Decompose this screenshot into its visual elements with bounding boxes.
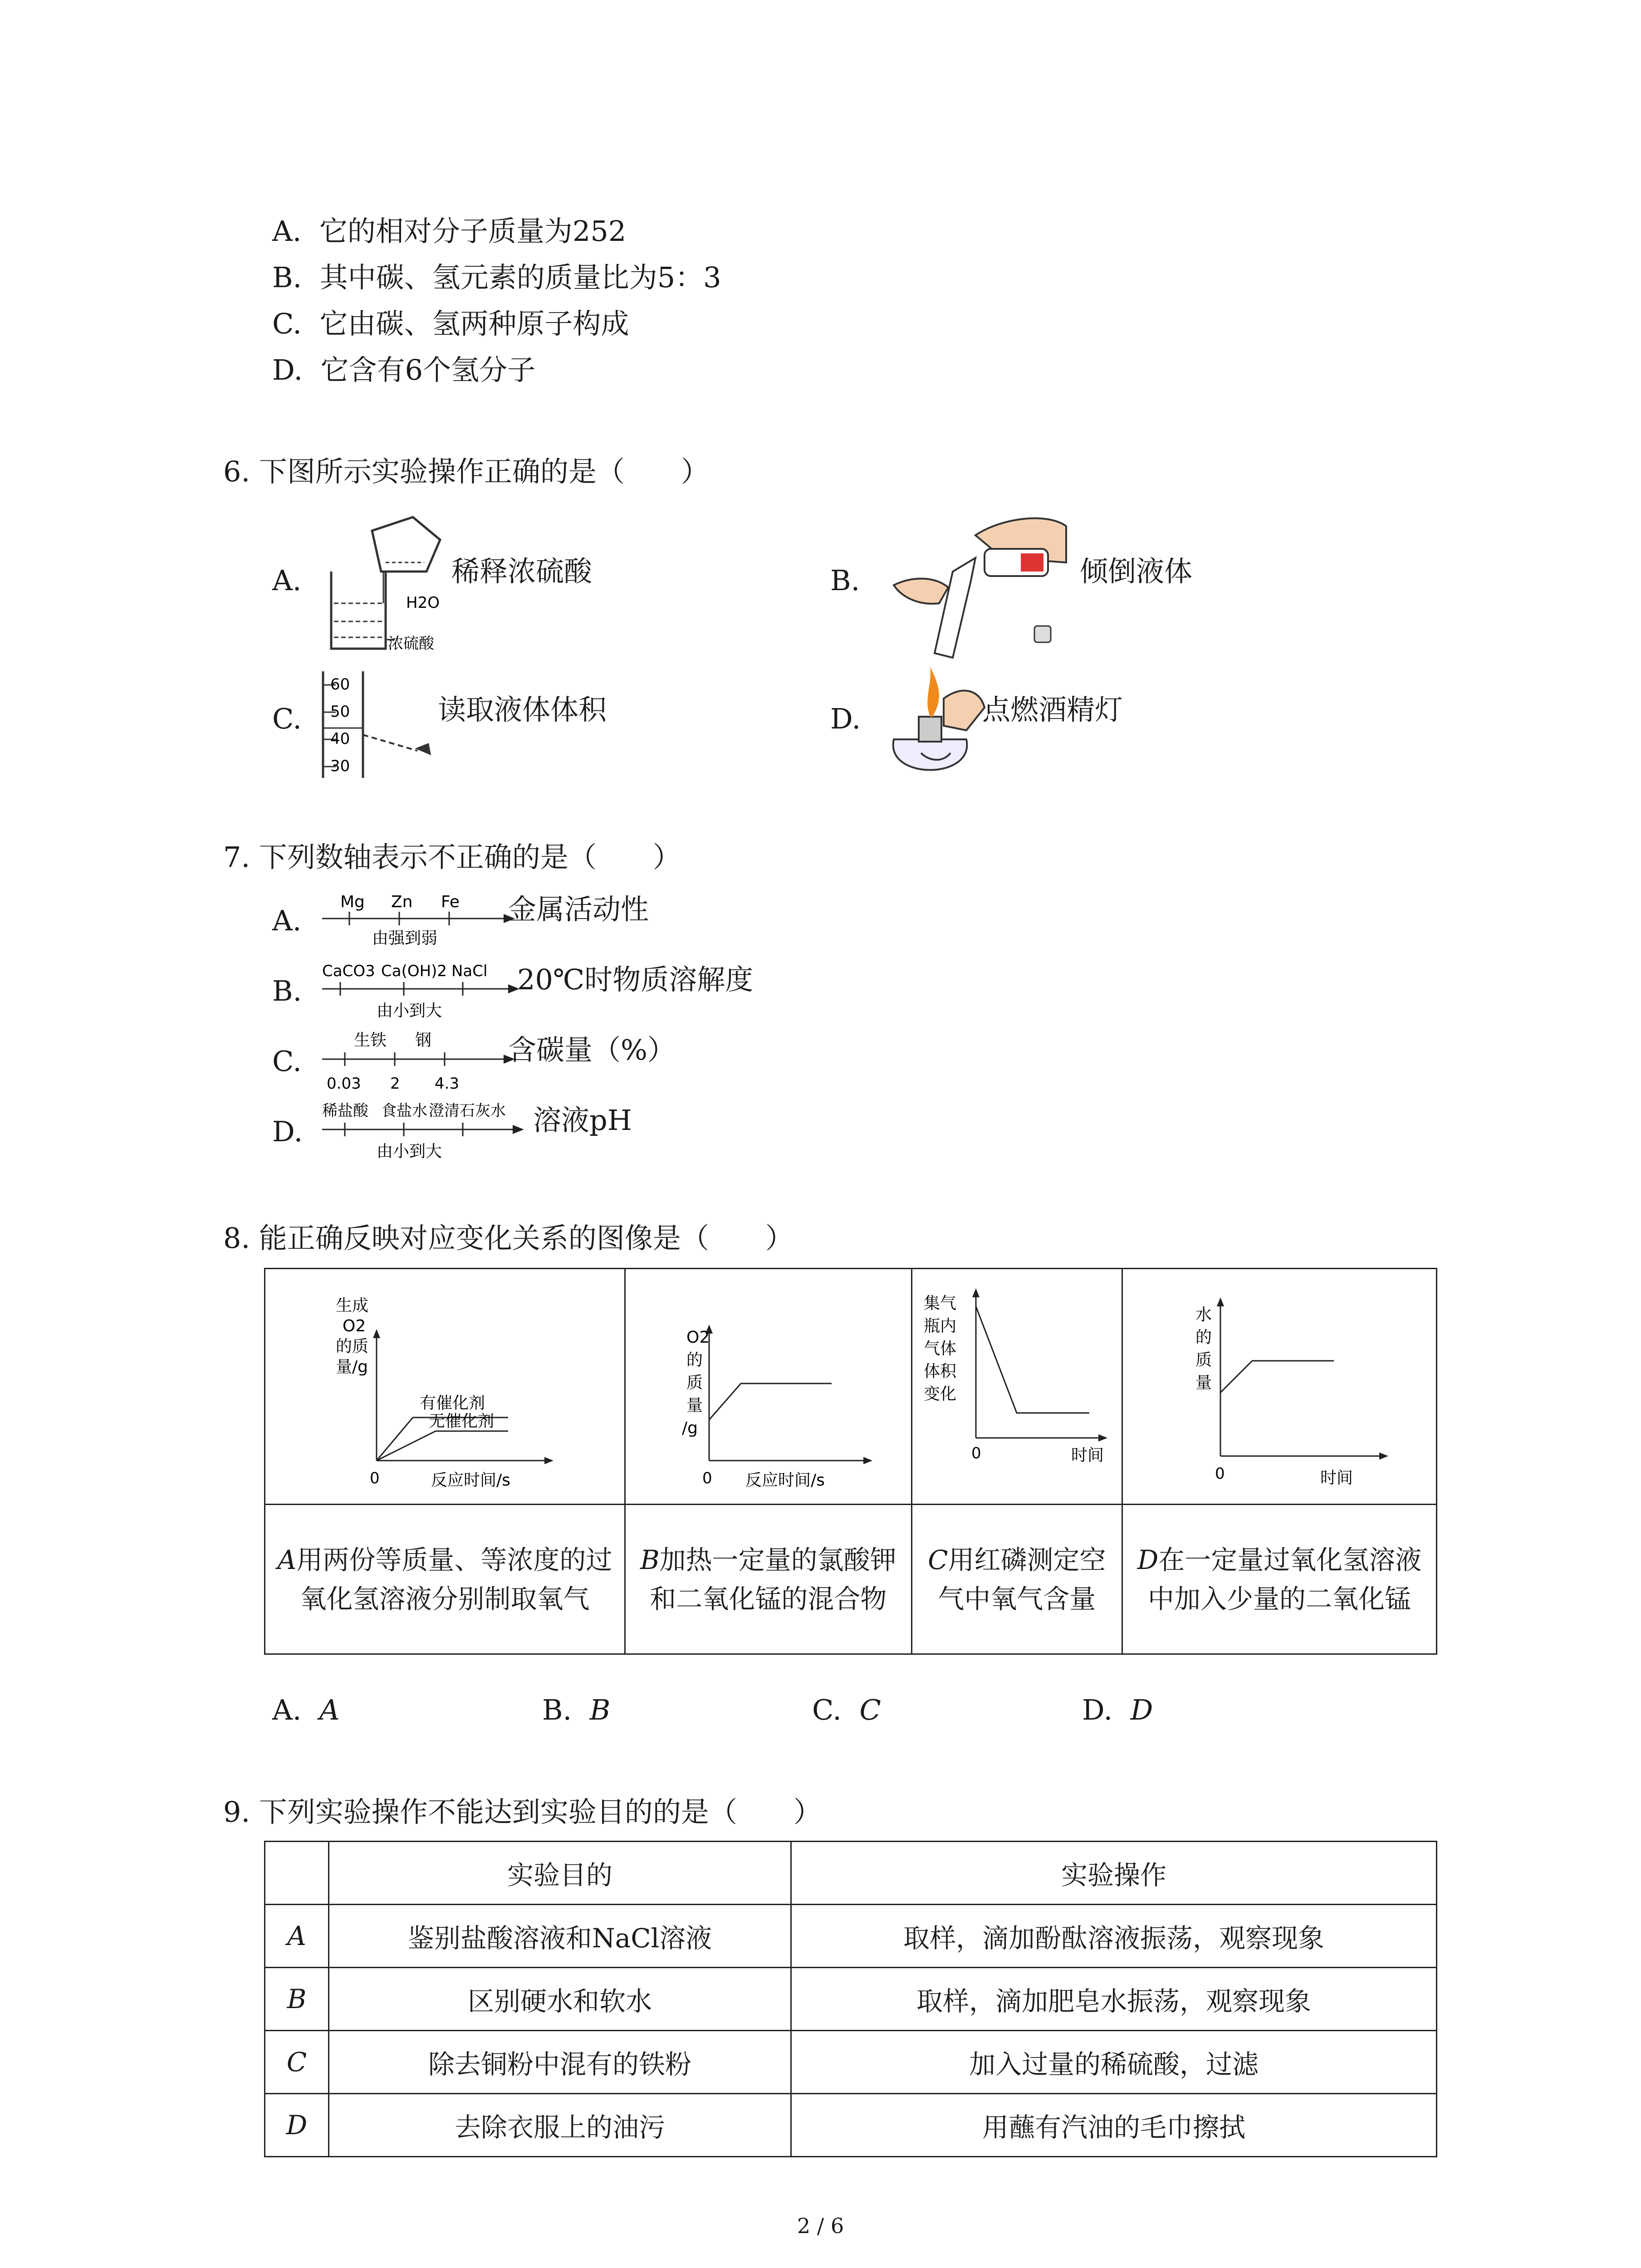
q6-option-b-letter: B.: [830, 564, 860, 597]
q8a-x: 反应时间/s: [431, 1471, 511, 1490]
q8d-origin: 0: [1215, 1464, 1225, 1483]
q8-graph-d-svg: [1152, 1279, 1406, 1492]
table-row: [265, 2094, 1437, 2157]
q9-row-purpose: 去除衣服上的油污: [329, 2094, 791, 2157]
q8a-legend1: 无催化剂: [429, 1412, 495, 1431]
q7a-fe: Fe: [441, 893, 460, 911]
q7c-steel: 钢: [415, 1031, 432, 1050]
q9-row-operation: 用蘸有汽油的毛巾擦拭: [791, 2094, 1437, 2157]
q7-axis-a: [313, 889, 517, 953]
q8a-origin: 0: [370, 1469, 380, 1487]
q7d-limewater: 澄清石灰水: [429, 1102, 506, 1120]
q7a-mg: Mg: [340, 893, 365, 911]
q6-stem: 6. 下图所示实验操作正确的是（ ）: [223, 455, 709, 488]
q6-option-c-letter: C.: [272, 702, 302, 735]
q8-graph-d: [1122, 1269, 1436, 1505]
q6-option-b-text: 倾倒液体: [1080, 555, 1193, 588]
q6-option-a-letter: A.: [272, 564, 302, 597]
scale-40: 40: [330, 730, 350, 748]
q7-axis-d: [313, 1093, 531, 1166]
q8c-y1: 瓶内: [924, 1316, 957, 1335]
q7-stem: 7. 下列数轴表示不正确的是（ ）: [223, 841, 681, 874]
q8b-y1: 的: [686, 1350, 703, 1369]
q9-stem: 9. 下列实验操作不能达到实验目的的是（ ）: [223, 1795, 822, 1828]
q9-row-operation: 取样，滴加肥皂水振荡，观察现象: [791, 1968, 1437, 2031]
q7-option-a-label: 金属活动性: [508, 893, 649, 926]
q7d-saltwater: 食盐水: [381, 1102, 427, 1120]
q7c-003: 0.03: [327, 1075, 361, 1093]
q5-option-b: B. 其中碳、氢元素的质量比为5：3: [272, 261, 721, 294]
alcohol-lamp-figure: [876, 662, 994, 785]
q8-answer-a: A. A: [272, 1693, 340, 1726]
q8-caption-d: D在一定量过氧化氢溶液中加入少量的二氧化锰: [1122, 1505, 1436, 1654]
q8-caption-a: A用两份等质量、等浓度的过氧化氢溶液分别制取氧气: [265, 1505, 625, 1654]
q7-option-b-letter: B.: [272, 974, 302, 1007]
q9-header-row: [265, 1842, 1437, 1905]
q5-option-a: A. 它的相对分子质量为252: [272, 215, 627, 248]
q8-graph-c: [911, 1269, 1122, 1505]
q7a-zn: Zn: [391, 893, 413, 911]
q9-row-operation: 取样，滴加酚酞溶液振荡，观察现象: [791, 1905, 1437, 1968]
q8d-x: 时间: [1320, 1468, 1353, 1487]
q8c-y3: 体积: [924, 1362, 957, 1381]
dilute-acid-figure: [318, 513, 454, 658]
q9-row-key: D: [265, 2094, 329, 2157]
q7-option-c-letter: C.: [272, 1045, 302, 1078]
read-volume-figure: [318, 667, 445, 780]
scale-30: 30: [330, 757, 350, 775]
q7c-2: 2: [390, 1075, 400, 1093]
q8-answer-b: B. B: [542, 1693, 611, 1726]
q6-option-d-letter: D.: [830, 702, 861, 735]
q8-graph-b-svg: [650, 1279, 886, 1492]
q8a-y3: 量/g: [336, 1357, 368, 1376]
q8d-y2: 质: [1195, 1350, 1212, 1369]
q8-answer-c: C. C: [812, 1693, 881, 1726]
q8b-y3: 量: [686, 1396, 703, 1415]
q8-graph-b: [625, 1269, 911, 1505]
q8a-y0: 生成: [336, 1296, 369, 1315]
q7-option-a-letter: A.: [272, 904, 302, 937]
q9-header-empty: [265, 1842, 329, 1905]
table-row: [265, 1968, 1437, 2031]
q9-row-key: B: [265, 1968, 329, 2031]
q8-answer-d: D. D: [1082, 1693, 1153, 1726]
q8b-y0: O2: [686, 1328, 710, 1347]
q8a-y2: 的质: [336, 1337, 369, 1356]
q7-option-d-label: 溶液pH: [533, 1104, 632, 1137]
pour-liquid-figure: [885, 508, 1080, 667]
q8c-x: 时间: [1071, 1446, 1104, 1465]
q7d-hcl: 稀盐酸: [322, 1102, 368, 1120]
q8a-y1: O2: [343, 1316, 366, 1335]
q9-header-purpose: 实验目的: [329, 1842, 791, 1905]
q8-graph-a: [265, 1269, 625, 1505]
q9-row-key: A: [265, 1905, 329, 1968]
q8b-y2: 质: [686, 1373, 703, 1392]
q8d-y0: 水: [1195, 1305, 1212, 1324]
q8-graph-c-svg: [917, 1279, 1117, 1492]
q7b-caco3: CaCO3: [322, 962, 375, 980]
q6-option-d-text: 点燃酒精灯: [982, 693, 1123, 726]
q8-caption-c: C用红磷测定空气中氧气含量: [911, 1505, 1122, 1654]
q7-option-d-letter: D.: [272, 1115, 303, 1148]
q7b-caoh2: Ca(OH)2: [381, 962, 447, 980]
q8-caption-b: B加热一定量的氯酸钾和二氧化锰的混合物: [625, 1505, 911, 1654]
q8c-y4: 变化: [924, 1384, 957, 1403]
q7c-43: 4.3: [435, 1075, 460, 1093]
q7d-below: 由小到大: [377, 1142, 442, 1161]
q8-stem: 8. 能正确反映对应变化关系的图像是（ ）: [223, 1222, 794, 1255]
q8a-legend0: 有催化剂: [420, 1393, 485, 1413]
q8d-y1: 的: [1195, 1328, 1212, 1347]
q7b-nacl: NaCl: [451, 962, 488, 980]
q7b-below: 由小到大: [377, 1002, 442, 1020]
h2o-label: H2O: [406, 594, 440, 612]
scale-60: 60: [330, 675, 350, 694]
table-row: [265, 2031, 1437, 2094]
q9-row-purpose: 区别硬水和软水: [329, 1968, 791, 2031]
q8b-y4: /g: [682, 1418, 698, 1437]
q7-axis-b: [313, 957, 526, 1025]
q7c-pig-iron: 生铁: [354, 1031, 387, 1050]
q8c-y0: 集气: [924, 1294, 957, 1313]
q6-option-a-text: 稀释浓硫酸: [451, 555, 593, 588]
q8b-x: 反应时间/s: [745, 1471, 825, 1490]
q8c-y2: 气体: [924, 1339, 957, 1358]
scale-50: 50: [330, 703, 350, 721]
q9-header-operation: 实验操作: [791, 1842, 1437, 1905]
q8b-origin: 0: [702, 1469, 712, 1487]
q9-row-purpose: 除去铜粉中混有的铁粉: [329, 2031, 791, 2094]
q9-table: [264, 1841, 1437, 2157]
q8d-y3: 量: [1195, 1373, 1212, 1392]
q8-table: [264, 1268, 1437, 1655]
q8c-origin: 0: [971, 1444, 981, 1462]
q7-option-b-label: 20℃时物质溶解度: [517, 963, 754, 996]
q5-option-c: C. 它由碳、氢两种原子构成: [272, 307, 629, 340]
q7a-below: 由强到弱: [372, 929, 438, 948]
q9-row-purpose: 鉴别盐酸溶液和NaCl溶液: [329, 1905, 791, 1968]
q9-row-key: C: [265, 2031, 329, 2094]
q7-option-c-label: 含碳量（%）: [508, 1033, 676, 1066]
q7-axis-c: [313, 1025, 517, 1098]
table-row: [265, 1905, 1437, 1968]
page-number: 2 / 6: [797, 2214, 844, 2238]
q5-option-d: D. 它含有6个氢分子: [272, 353, 536, 386]
q8-graph-a-svg: [318, 1279, 572, 1492]
q6-option-c-text: 读取液体体积: [438, 693, 607, 726]
q9-row-operation: 加入过量的稀硫酸，过滤: [791, 2031, 1437, 2094]
acid-label: 浓硫酸: [388, 635, 434, 653]
